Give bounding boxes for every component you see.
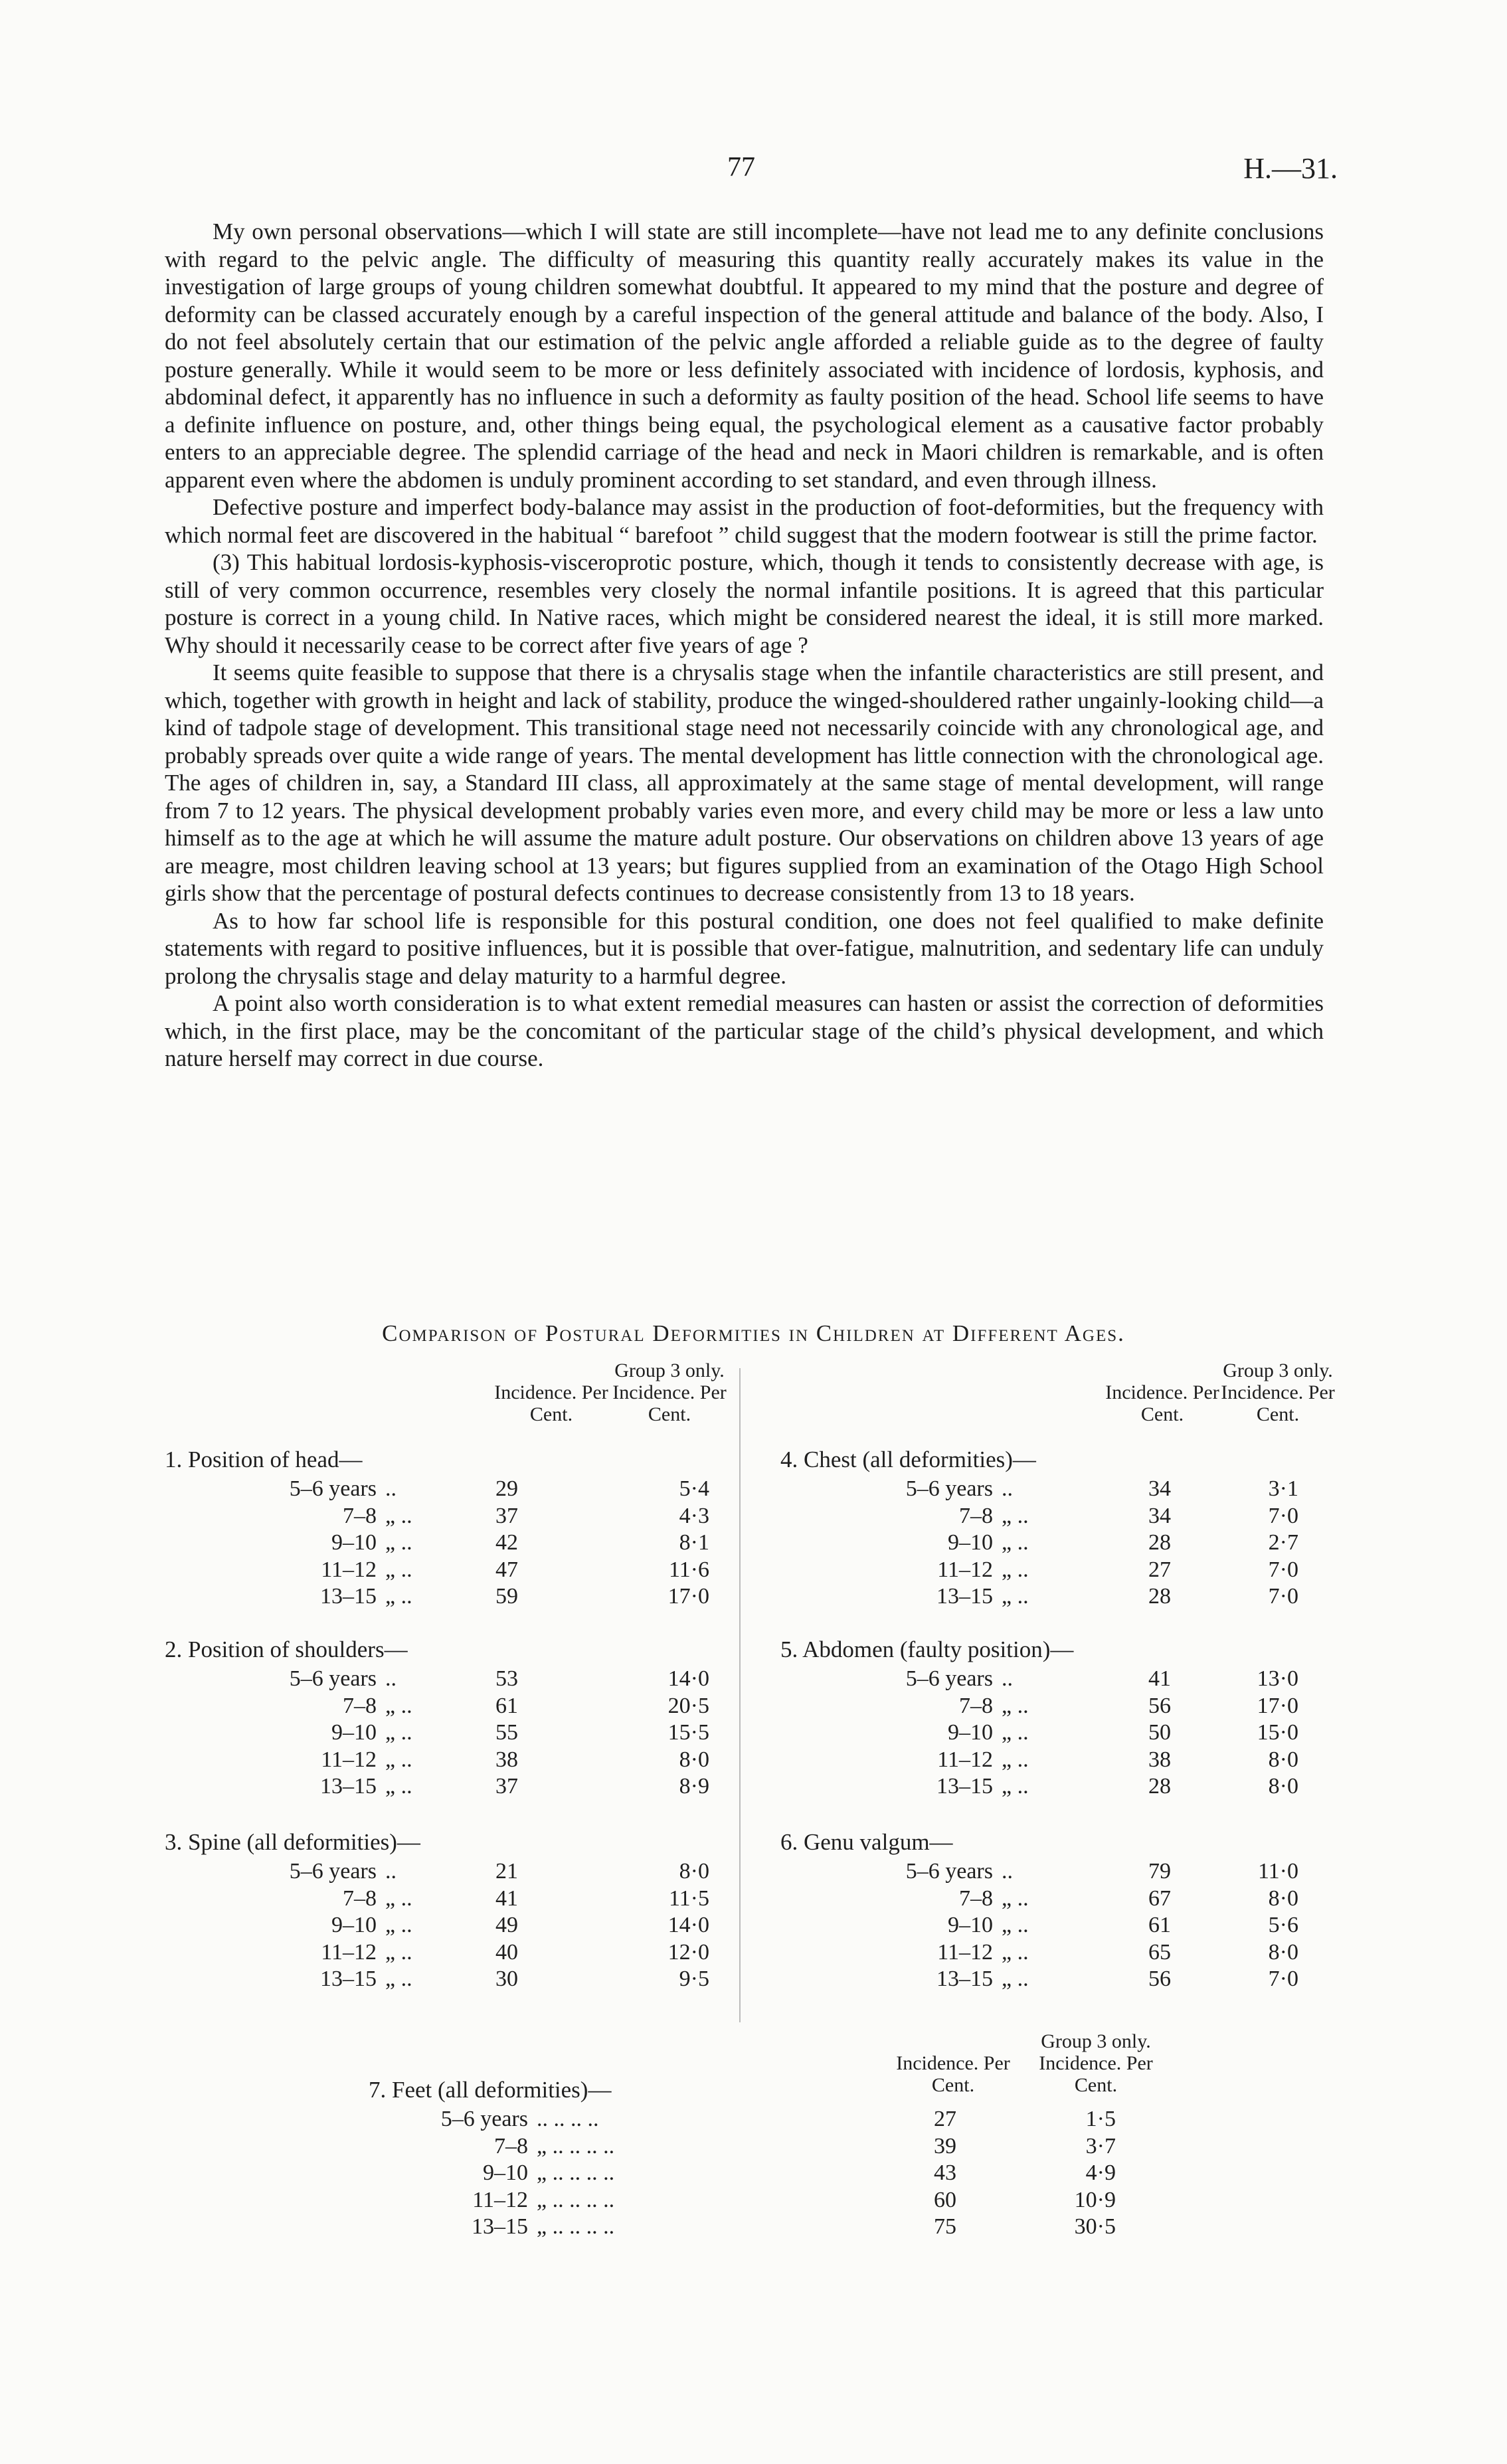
- table-row: [0, 2214, 1507, 2241]
- group3-value: 4·9: [1085, 2160, 1116, 2185]
- incidence-value: 75: [934, 2214, 956, 2239]
- leader-dots: ..: [385, 1666, 397, 1691]
- group3-value: 11·0: [1257, 1859, 1298, 1884]
- leader-dots: „ ..: [1002, 1747, 1029, 1772]
- group3-value: 5·6: [1268, 1913, 1298, 1937]
- section-title: 6. Genu valgum—: [780, 1829, 953, 1855]
- table-row: [0, 1859, 1507, 1886]
- leader-dots: „ ..: [385, 1913, 412, 1937]
- age-label: 5–6 years: [289, 1476, 377, 1501]
- table-row: [0, 1967, 1507, 1993]
- group3-value: 8·0: [1268, 1774, 1298, 1799]
- age-label: 7–8: [959, 1693, 993, 1718]
- age-label: 13–15: [320, 1967, 377, 1991]
- group3-value: 14·0: [667, 1666, 709, 1691]
- incidence-value: 30: [495, 1967, 518, 1991]
- leader-dots: „ .. .. .. ..: [537, 2187, 615, 2212]
- table-title: Comparison of Postural Deformities in Children at Different Ages.: [382, 1320, 1125, 1346]
- leader-dots: „ ..: [385, 1886, 412, 1911]
- leader-dots: „ .. .. .. ..: [537, 2133, 615, 2158]
- group3-value: 17·0: [667, 1584, 709, 1609]
- incidence-value: 49: [495, 1913, 518, 1937]
- group3-value: 8·0: [1268, 1747, 1298, 1772]
- group3-value: 14·0: [667, 1913, 709, 1937]
- group3-value: 7·0: [1268, 1503, 1298, 1528]
- age-label: 7–8: [494, 2133, 528, 2158]
- incidence-value: 65: [1148, 1939, 1171, 1965]
- age-label: 13–15: [320, 1774, 377, 1799]
- leader-dots: „ ..: [1002, 1967, 1029, 1991]
- leader-dots: „ ..: [1002, 1557, 1029, 1582]
- group3-value: 3·7: [1085, 2133, 1116, 2158]
- group3-header: Group 3 only. Incidence. Per Cent.: [1039, 2030, 1153, 2096]
- table-row: [0, 1720, 1507, 1747]
- leader-dots: „ ..: [1002, 1720, 1029, 1745]
- group3-value: 7·0: [1268, 1557, 1298, 1582]
- section-title: 7. Feet (all deformities)—: [369, 2077, 612, 2103]
- group3-value: 11·5: [668, 1886, 709, 1911]
- group3-value: 20·5: [667, 1693, 709, 1718]
- age-label: 7–8: [343, 1693, 377, 1718]
- incidence-value: 27: [1148, 1557, 1171, 1582]
- page-number: 77: [727, 152, 755, 183]
- group3-value: 8·0: [679, 1747, 709, 1772]
- age-label: 13–15: [936, 1584, 993, 1609]
- incidence-value: 61: [495, 1693, 518, 1718]
- age-label: 9–10: [948, 1913, 993, 1937]
- age-label: 7–8: [959, 1886, 993, 1911]
- incidence-value: 47: [495, 1557, 518, 1582]
- paragraph: It seems quite feasible to suppose that there is a chrysalis stage when the infantile characteristics are still present, and which, together with growth in height and lack of stability, produce the winged-shouldered rather ungainly-looking child—a kind of tadpole stage of development. This transitional stage need not necessarily coincide with any chronological age, and probably spreads over quite a wide range of years. The mental development has little connection with the chronological age. The ages of children in, say, a Standard III class, all approximately at the same stage of mental development, will range from 7 to 12 years. The physical development probably varies even more, and every child may be more or less a law unto himself as to the age at which he will assume the mature adult posture. Our observations on children above 13 years of age are meagre, most children leaving school at 13 years; but figures supplied from an examination of the Otago High School girls show that the percentage of postural defects continues to decrease consistently from 13 to 18 years.: [165, 660, 1324, 906]
- table-row: [0, 1557, 1507, 1584]
- group3-value: 8·0: [679, 1859, 709, 1884]
- leader-dots: „ ..: [1002, 1584, 1029, 1609]
- leader-dots: „ ..: [385, 1967, 412, 1991]
- age-label: 9–10: [331, 1913, 377, 1937]
- leader-dots: „ .. .. .. ..: [537, 2160, 615, 2185]
- leader-dots: „ .. .. .. ..: [537, 2214, 615, 2239]
- paragraph: A point also worth consideration is to what extent remedial measures can hasten or assist the correction of deformities which, in the first place, may be the concomitant of the particular stage of the child’s physical development, and which nature herself may correct in due course.: [165, 990, 1324, 1071]
- leader-dots: „ ..: [385, 1939, 412, 1965]
- group3-header: Group 3 only. Incidence. Per Cent.: [612, 1360, 727, 1425]
- table-row: [0, 1666, 1507, 1693]
- group3-value: 3·1: [1268, 1476, 1298, 1501]
- leader-dots: „ ..: [385, 1503, 412, 1528]
- leader-dots: ..: [385, 1476, 397, 1501]
- section-title: 4. Chest (all deformities)—: [780, 1447, 1036, 1472]
- section-title: 3. Spine (all deformities)—: [165, 1829, 420, 1855]
- age-label: 11–12: [937, 1747, 993, 1772]
- table-row: [0, 1694, 1507, 1720]
- table-row: [0, 2188, 1507, 2214]
- incidence-value: 41: [1148, 1666, 1171, 1691]
- leader-dots: „ ..: [385, 1774, 412, 1799]
- incidence-value: 43: [934, 2160, 956, 2185]
- leader-dots: ..: [1002, 1666, 1013, 1691]
- table-row: [0, 1530, 1507, 1557]
- paragraph: Defective posture and imperfect body-balance may assist in the production of foot-deformities, but the frequency with which normal feet are discovered in the habitual “ barefoot ” child suggest that the modern footwear is still the prime factor.: [165, 494, 1324, 548]
- leader-dots: „ ..: [1002, 1503, 1029, 1528]
- group3-value: 15·0: [1257, 1720, 1298, 1745]
- incidence-header: Incidence. Per Cent.: [896, 2052, 1010, 2096]
- age-label: 11–12: [937, 1939, 993, 1965]
- leader-dots: „ ..: [1002, 1913, 1029, 1937]
- table-row: [0, 1913, 1507, 1939]
- age-label: 13–15: [936, 1774, 993, 1799]
- leader-dots: „ ..: [385, 1720, 412, 1745]
- leader-dots: „ ..: [385, 1557, 412, 1582]
- incidence-value: 34: [1148, 1503, 1171, 1528]
- age-label: 5–6 years: [440, 2107, 528, 2131]
- document-reference: H.—31.: [1243, 152, 1338, 185]
- group3-value: 15·5: [667, 1720, 709, 1745]
- group3-value: 8·0: [1268, 1886, 1298, 1911]
- table-row: [0, 1504, 1507, 1530]
- group3-value: 17·0: [1257, 1693, 1298, 1718]
- paragraph: (3) This habitual lordosis-kyphosis-visceroprotic posture, which, though it tends to consistently decrease with age, is still of very common occurrence, resembles very closely the normal infantile positions. It is agreed that this particular posture is correct in a young child. In Native races, which might be considered nearest the ideal, it is still more marked. Why should it necessarily cease to be correct after five years of age ?: [165, 549, 1324, 658]
- incidence-value: 59: [495, 1584, 518, 1609]
- leader-dots: „ ..: [385, 1530, 412, 1555]
- group3-value: 30·5: [1074, 2214, 1116, 2239]
- paragraph: As to how far school life is responsible for this postural condition, one does not feel qualified to make definite statements with regard to positive influences, but it is possible that over-fatigue, malnutrition, and sedentary life can unduly prolong the chrysalis stage and delay maturity to a harmful degree.: [165, 907, 1324, 989]
- age-label: 7–8: [343, 1503, 377, 1528]
- table-row: [0, 1774, 1507, 1801]
- leader-dots: „ ..: [385, 1584, 412, 1609]
- age-label: 13–15: [936, 1967, 993, 1991]
- group3-header: Group 3 only. Incidence. Per Cent.: [1221, 1360, 1335, 1425]
- incidence-value: 40: [495, 1939, 518, 1965]
- incidence-value: 60: [934, 2187, 956, 2212]
- age-label: 9–10: [483, 2160, 528, 2185]
- table-row: [0, 1476, 1507, 1503]
- leader-dots: .. .. .. ..: [537, 2107, 599, 2131]
- leader-dots: ..: [385, 1859, 397, 1884]
- age-label: 5–6 years: [289, 1859, 377, 1884]
- table-row: [0, 1886, 1507, 1913]
- incidence-value: 38: [1148, 1747, 1171, 1772]
- leader-dots: „ ..: [1002, 1886, 1029, 1911]
- table-row: [0, 2160, 1507, 2187]
- table-row: [0, 1940, 1507, 1967]
- age-label: 13–15: [320, 1584, 377, 1609]
- leader-dots: „ ..: [385, 1747, 412, 1772]
- leader-dots: ..: [1002, 1476, 1013, 1501]
- paragraph: My own personal observations—which I will state are still incomplete—have not lead me to any definite conclusions with regard to the pelvic angle. The difficulty of measuring this quantity really accurately makes its value in the investigation of large groups of young children somewhat doubtful. It appeared to my mind that the posture and degree of deformity can be classed accurately enough by a careful inspection of the general attitude and balance of the body. Also, I do not feel absolutely certain that our estimation of the pelvic angle afforded a reliable guide as to the degree of faulty posture generally. While it would seem to be more or less definitely associated with incidence of lordosis, kyphosis, and abdominal defect, it apparently has no influence in such a deformity as faulty position of the head. School life seems to have a definite influence on posture, and, other things being equal, the psychological element as a causative factor probably enters to an appreciable degree. The splendid carriage of the head and neck in Maori children is remarkable, and is often apparent even where the abdomen is unduly prominent according to set standard, and even through illness.: [165, 219, 1324, 493]
- age-label: 11–12: [472, 2187, 528, 2212]
- group3-value: 2·7: [1268, 1530, 1298, 1555]
- incidence-header: Incidence. Per Cent.: [1105, 1381, 1219, 1425]
- incidence-value: 37: [495, 1503, 518, 1528]
- age-label: 9–10: [331, 1720, 377, 1745]
- age-label: 5–6 years: [905, 1666, 993, 1691]
- age-label: 11–12: [321, 1939, 377, 1965]
- incidence-value: 21: [495, 1859, 518, 1884]
- section-title: 5. Abdomen (faulty position)—: [780, 1636, 1074, 1662]
- leader-dots: „ ..: [1002, 1693, 1029, 1718]
- group3-value: 1·5: [1085, 2107, 1116, 2131]
- incidence-value: 34: [1148, 1476, 1171, 1501]
- group3-value: 10·9: [1074, 2187, 1116, 2212]
- table-row: [0, 2134, 1507, 2160]
- group3-value: 12·0: [667, 1939, 709, 1965]
- group3-value: 8·0: [1268, 1939, 1298, 1965]
- age-label: 11–12: [937, 1557, 993, 1582]
- leader-dots: „ ..: [1002, 1939, 1029, 1965]
- incidence-value: 28: [1148, 1774, 1171, 1799]
- incidence-value: 67: [1148, 1886, 1171, 1911]
- incidence-value: 55: [495, 1720, 518, 1745]
- age-label: 13–15: [472, 2214, 528, 2239]
- incidence-value: 27: [934, 2107, 956, 2131]
- section-title: 2. Position of shoulders—: [165, 1636, 408, 1662]
- age-label: 5–6 years: [905, 1476, 993, 1501]
- incidence-value: 61: [1148, 1913, 1171, 1937]
- table-row: [0, 2107, 1507, 2133]
- incidence-value: 38: [495, 1747, 518, 1772]
- table-row: [0, 1747, 1507, 1774]
- group3-value: 9·5: [679, 1967, 709, 1991]
- section-title: 1. Position of head—: [165, 1447, 363, 1472]
- incidence-value: 28: [1148, 1584, 1171, 1609]
- age-label: 11–12: [321, 1747, 377, 1772]
- group3-value: 8·1: [679, 1530, 709, 1555]
- incidence-value: 39: [934, 2133, 956, 2158]
- table-row: [0, 1584, 1507, 1611]
- age-label: 5–6 years: [905, 1859, 993, 1884]
- age-label: 9–10: [948, 1720, 993, 1745]
- age-label: 7–8: [343, 1886, 377, 1911]
- age-label: 7–8: [959, 1503, 993, 1528]
- leader-dots: „ ..: [1002, 1774, 1029, 1799]
- age-label: 9–10: [331, 1530, 377, 1555]
- group3-value: 11·6: [668, 1557, 709, 1582]
- body-text: [165, 218, 1324, 1073]
- incidence-value: 28: [1148, 1530, 1171, 1555]
- incidence-value: 53: [495, 1666, 518, 1691]
- group3-value: 4·3: [679, 1503, 709, 1528]
- group3-value: 7·0: [1268, 1584, 1298, 1609]
- leader-dots: „ ..: [385, 1693, 412, 1718]
- group3-value: 8·9: [679, 1774, 709, 1799]
- group3-value: 13·0: [1257, 1666, 1298, 1691]
- age-label: 11–12: [321, 1557, 377, 1582]
- incidence-value: 41: [495, 1886, 518, 1911]
- age-label: 9–10: [948, 1530, 993, 1555]
- age-label: 5–6 years: [289, 1666, 377, 1691]
- group3-value: 5·4: [679, 1476, 709, 1501]
- incidence-value: 50: [1148, 1720, 1171, 1745]
- incidence-value: 79: [1148, 1859, 1171, 1884]
- leader-dots: ..: [1002, 1859, 1013, 1884]
- group3-value: 7·0: [1268, 1967, 1298, 1991]
- incidence-header: Incidence. Per Cent.: [494, 1381, 608, 1425]
- incidence-value: 56: [1148, 1967, 1171, 1991]
- incidence-value: 29: [495, 1476, 518, 1501]
- leader-dots: „ ..: [1002, 1530, 1029, 1555]
- incidence-value: 56: [1148, 1693, 1171, 1718]
- incidence-value: 42: [495, 1530, 518, 1555]
- incidence-value: 37: [495, 1774, 518, 1799]
